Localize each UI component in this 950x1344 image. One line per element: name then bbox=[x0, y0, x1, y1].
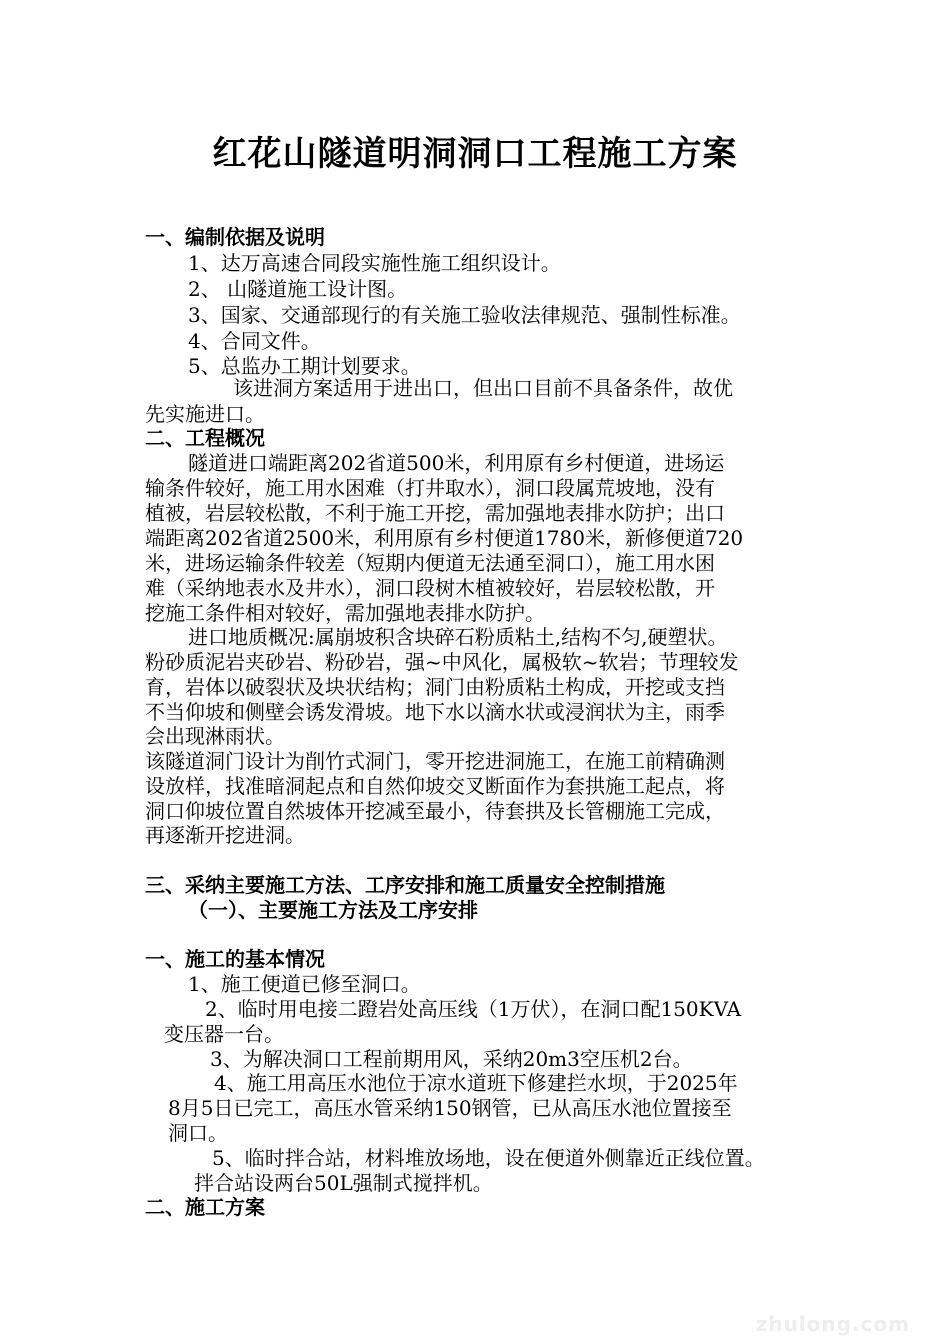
basis-item: 3、国家、交通部现行的有关施工验收法律规范、强制性标准。 bbox=[188, 303, 741, 327]
subsection-heading-methods: （一）、主要施工方法及工序安排 bbox=[188, 898, 478, 922]
overview-p3-line: 该隧道洞门设计为削竹式洞门，零开挖进洞施工，在施工前精确测 bbox=[145, 749, 725, 773]
overview-p2-line: 粉砂质泥岩夹砂岩、粉砂岩，强~中风化，属极软~软岩；节理较发 bbox=[145, 650, 739, 674]
situation-line: 3、为解决洞口工程前期用风，采纳20m3空压机2台。 bbox=[210, 1047, 693, 1071]
overview-p2-line: 不当仰坡和侧壁会诱发滑坡。地下水以滴水状或浸润状为主，雨季 bbox=[145, 700, 725, 724]
overview-p2-line: 育，岩体以破裂状及块状结构；洞门由粉质粘土构成，开挖或支挡 bbox=[145, 675, 725, 699]
overview-p1-line: 输条件较好，施工用水困难（打井取水），洞口段属荒坡地，没有 bbox=[145, 476, 715, 500]
overview-p3-line: 洞口仰坡位置自然坡体开挖减至最小，待套拱及长管棚施工完成， bbox=[145, 799, 725, 823]
basis-item: 4、合同文件。 bbox=[188, 329, 321, 353]
situation-line: 4、施工用高压水池位于凉水道班下修建拦水坝，于2025年 bbox=[214, 1071, 738, 1095]
section-heading-basis: 一、编制依据及说明 bbox=[145, 225, 325, 249]
basis-item: 1、达万高速合同段实施性施工组织设计。 bbox=[188, 251, 561, 275]
basis-item: 2、 山隧道施工设计图。 bbox=[188, 277, 408, 301]
situation-line: 变压器一台。 bbox=[164, 1022, 284, 1046]
section-heading-methods: 三、采纳主要施工方法、工序安排和施工质量安全控制措施 bbox=[145, 873, 665, 897]
situation-line: 洞口。 bbox=[168, 1121, 228, 1145]
overview-p1-line: 米，进场运输条件较差（短期内便道无法通至洞口），施工用水困 bbox=[145, 551, 715, 575]
overview-p2-line: 会出现淋雨状。 bbox=[145, 724, 285, 748]
situation-line: 2、临时用电接二蹬岩处高压线（1万伏），在洞口配150KVA bbox=[205, 997, 742, 1021]
overview-p1-line: 难（采纳地表水及井水），洞口段树木植被较好，岩层较松散，开 bbox=[145, 576, 715, 600]
watermark: zhulong.com bbox=[755, 1312, 910, 1336]
basis-item: 5、总监办工期计划要求。 bbox=[188, 354, 421, 378]
overview-p1-line: 植被，岩层较松散，不利于施工开挖，需加强地表排水防护；出口 bbox=[145, 501, 725, 525]
situation-line: 5、临时拌合站，材料堆放场地，设在便道外侧靠近正线位置。 bbox=[212, 1146, 765, 1170]
situation-line: 1、施工便道已修至洞口。 bbox=[188, 972, 421, 996]
situation-line: 拌合站设两台50L强制式搅拌机。 bbox=[194, 1171, 493, 1195]
overview-p1-line: 端距离202省道2500米，利用原有乡村便道1780米，新修便道720 bbox=[145, 526, 744, 550]
overview-p2-line: 进口地质概况:属崩坡积含块碎石粉质粘土,结构不匀,硬塑状。 bbox=[188, 625, 728, 649]
overview-p1-line: 挖施工条件相对较好，需加强地表排水防护。 bbox=[145, 601, 545, 625]
section-heading-basic-situation: 一、施工的基本情况 bbox=[145, 947, 325, 971]
basis-note-line: 先实施进口。 bbox=[145, 402, 265, 426]
overview-p3-line: 设放样，找准暗洞起点和自然仰坡交叉断面作为套拱施工起点，将 bbox=[145, 774, 725, 798]
basis-note-line: 该进洞方案适用于进出口，但出口目前不具备条件，故优 bbox=[233, 376, 733, 400]
overview-p3-line: 再逐渐开挖进洞。 bbox=[145, 823, 305, 847]
situation-line: 8月5日已完工，高压水管采纳150钢管，已从高压水池位置接至 bbox=[168, 1096, 732, 1120]
section-heading-construction-plan: 二、施工方案 bbox=[145, 1195, 265, 1219]
overview-p1-line: 隧道进口端距离202省道500米，利用原有乡村便道，进场运 bbox=[188, 451, 725, 475]
section-heading-overview: 二、工程概况 bbox=[145, 426, 265, 450]
document-title: 红花山隧道明洞洞口工程施工方案 bbox=[212, 134, 738, 174]
